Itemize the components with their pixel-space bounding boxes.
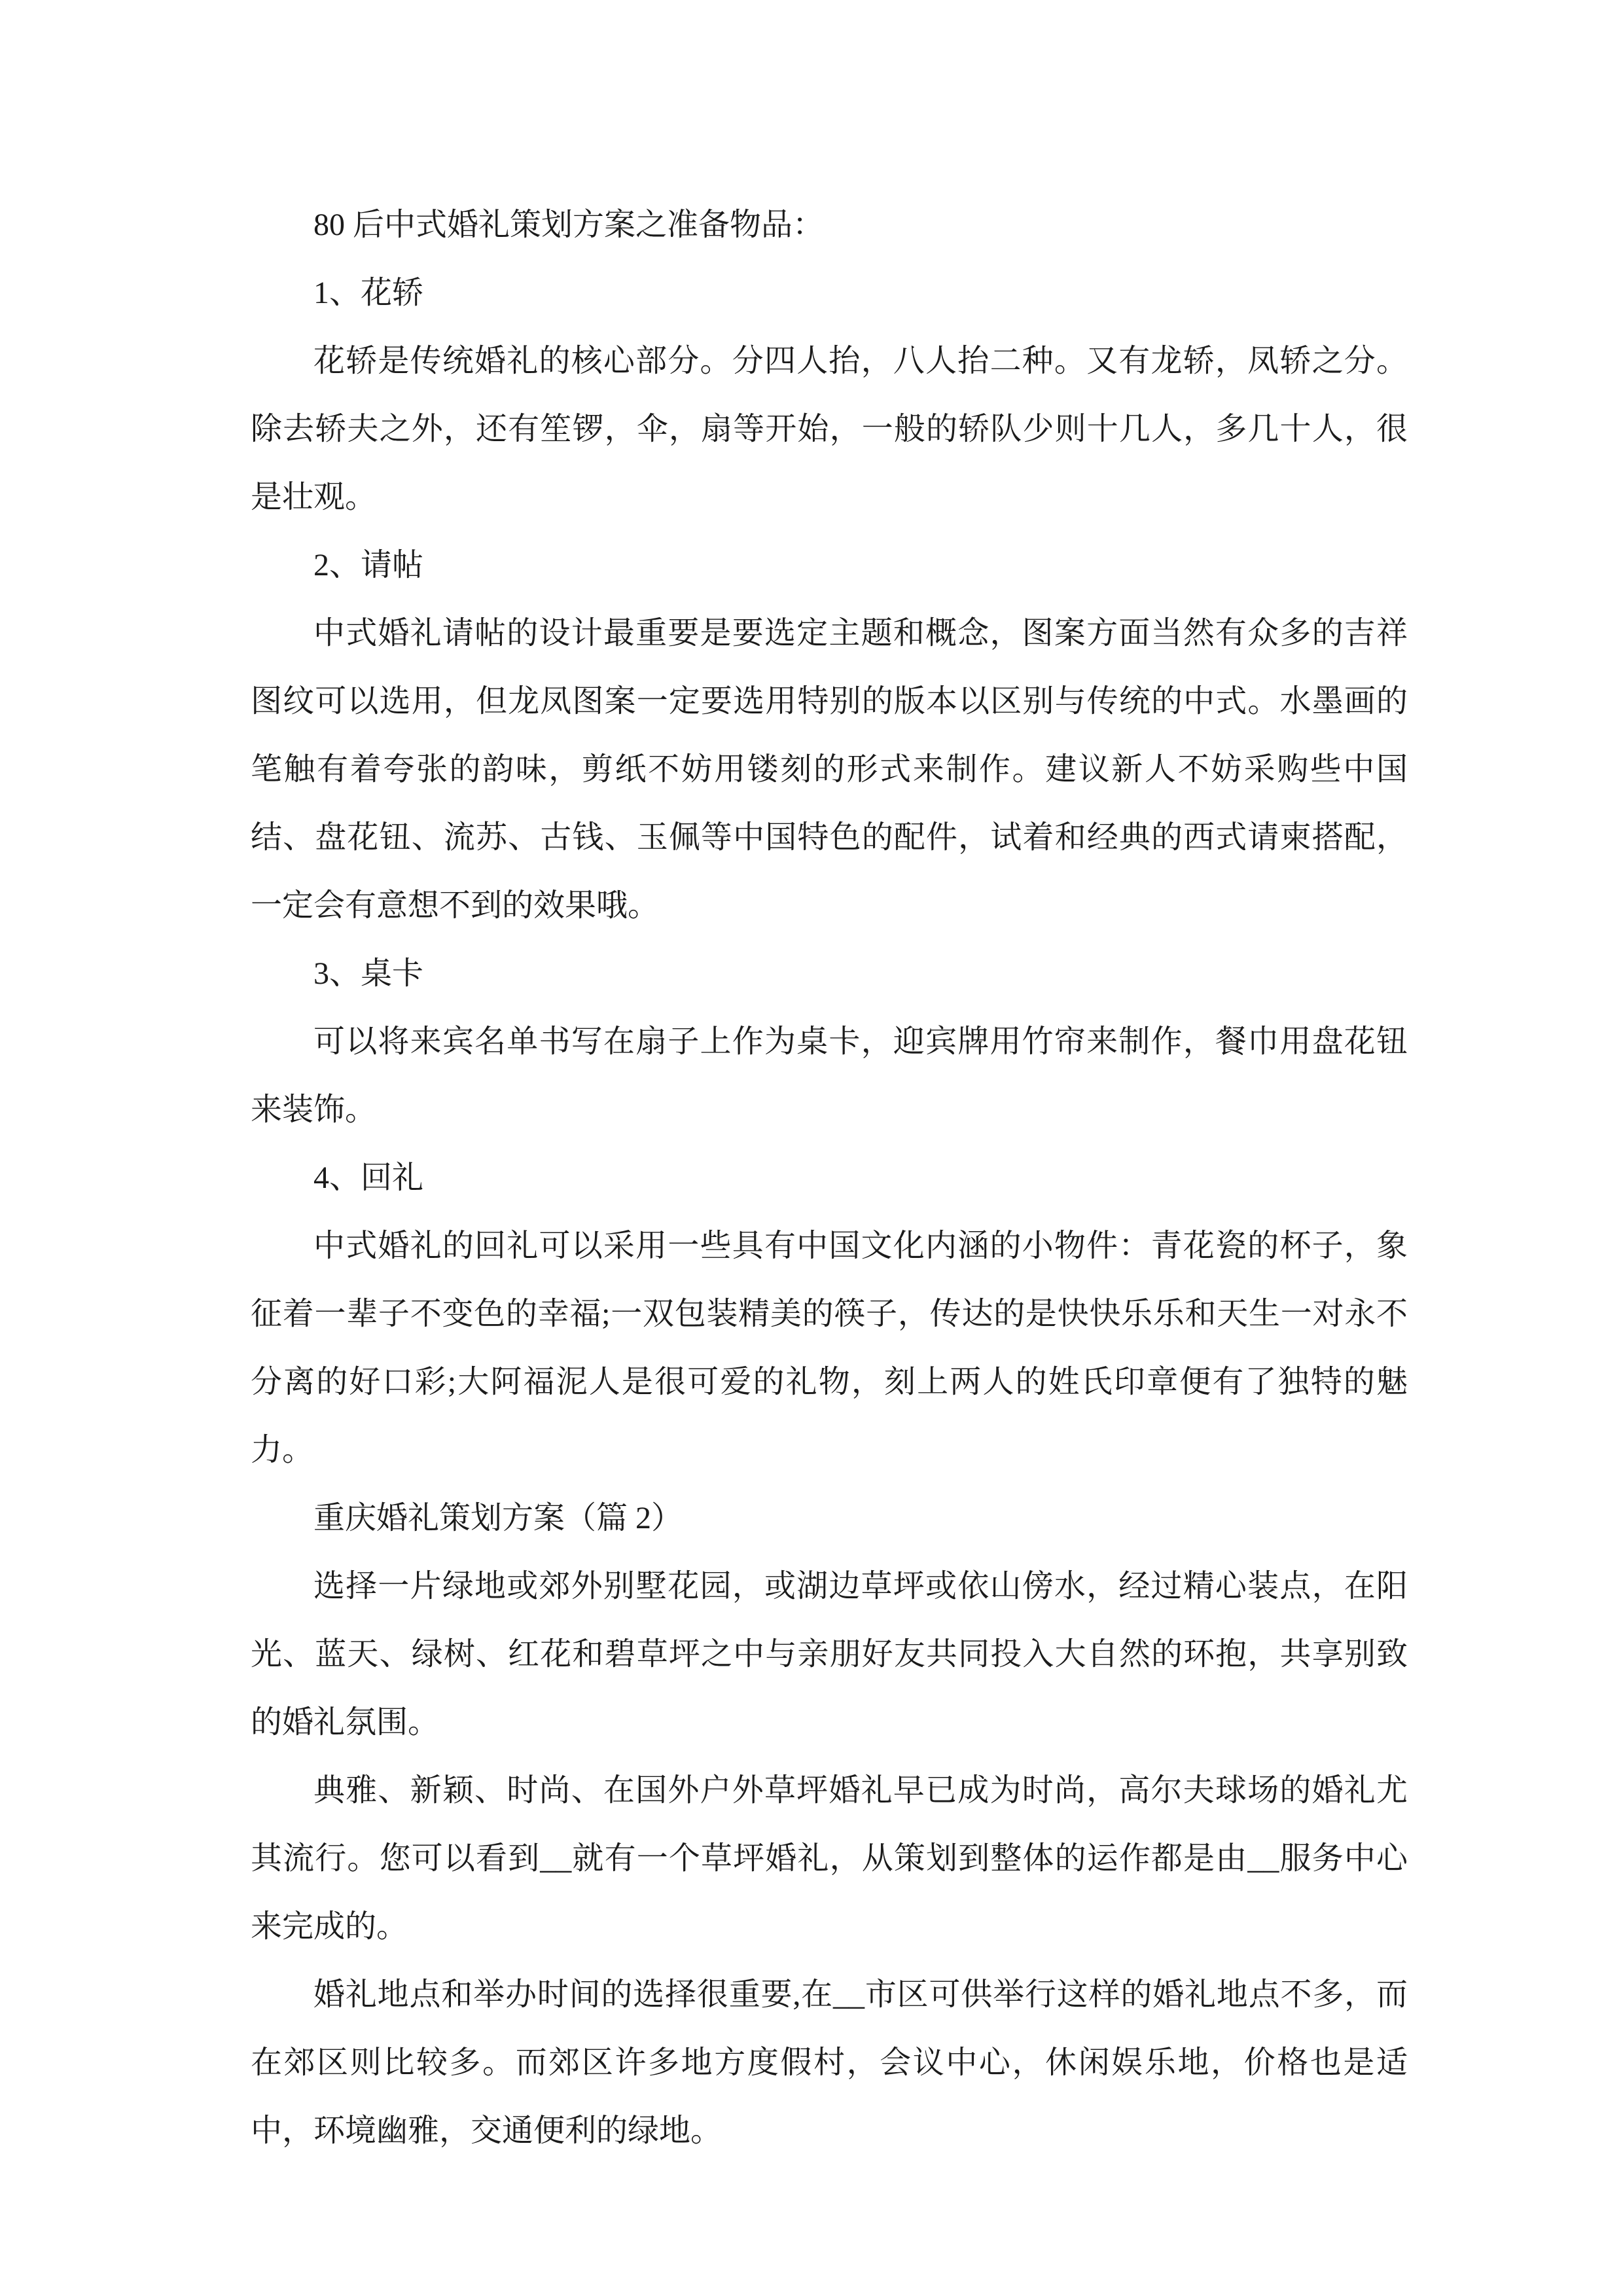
paragraph-item4-body: 中式婚礼的回礼可以采用一些具有中国文化内涵的小物件：青花瓷的杯子，象征着一辈子不变色的幸福;一双包装精美的筷子，传达的是快快乐乐和天生一对永不分离的好口彩;大阿福泥人是很可爱的礼物，刻上两人的姓氏印章便有了独特的魅力。 (251, 1229, 1408, 1467)
paragraph-item3-body: 可以将来宾名单书写在扇子上作为桌卡，迎宾牌用竹帘来制作，餐巾用盘花钮来装饰。 (251, 1024, 1408, 1127)
paragraph-item2-body: 中式婚礼请帖的设计最重要是要选定主题和概念，图案方面当然有众多的吉祥图纹可以选用，但龙凤图案一定要选用特别的版本以区别与传统的中式。水墨画的笔触有着夸张的韵味，剪纸不妨用镂刻的形式来制作。建议新人不妨采购些中国结、盘花钮、流苏、古钱、玉佩等中国特色的配件，试着和经典的西式请柬搭配，一定会有意想不到的效果哦。 (251, 616, 1408, 923)
paragraph-section2-body2: 典雅、新颖、时尚、在国外户外草坪婚礼早已成为时尚，高尔夫球场的婚礼尤其流行。您可以看到__就有一个草坪婚礼，从策划到整体的运作都是由__服务中心来完成的。 (251, 1773, 1408, 1944)
paragraph-item3-title: 3、桌卡 (313, 956, 424, 991)
paragraph-item2-title: 2、请帖 (313, 548, 424, 583)
paragraph-item1-body: 花轿是传统婚礼的核心部分。分四人抬，八人抬二种。又有龙轿，凤轿之分。除去轿夫之外，还有笙锣，伞，扇等开始，一般的轿队少则十几人，多几十人，很是壮观。 (251, 344, 1408, 514)
paragraph-section2-title: 重庆婚礼策划方案（篇 2） (313, 1501, 683, 1535)
paragraph-item1-title: 1、花轿 (313, 276, 424, 310)
paragraph-section2-body1: 选择一片绿地或郊外别墅花园，或湖边草坪或依山傍水，经过精心装点，在阳光、蓝天、绿树、红花和碧草坪之中与亲朋好友共同投入大自然的环抱，共享别致的婚礼氛围。 (251, 1569, 1408, 1740)
document-body (251, 191, 1408, 2165)
paragraph-intro: 80 后中式婚礼策划方案之准备物品： (313, 207, 825, 242)
paragraph-item4-title: 4、回礼 (313, 1160, 424, 1195)
paragraph-section2-body3: 婚礼地点和举办时间的选择很重要,在__市区可供举行这样的婚礼地点不多，而在郊区则比较多。而郊区许多地方度假村，会议中心，休闲娱乐地，价格也是适中，环境幽雅，交通便利的绿地。 (251, 1977, 1408, 2148)
